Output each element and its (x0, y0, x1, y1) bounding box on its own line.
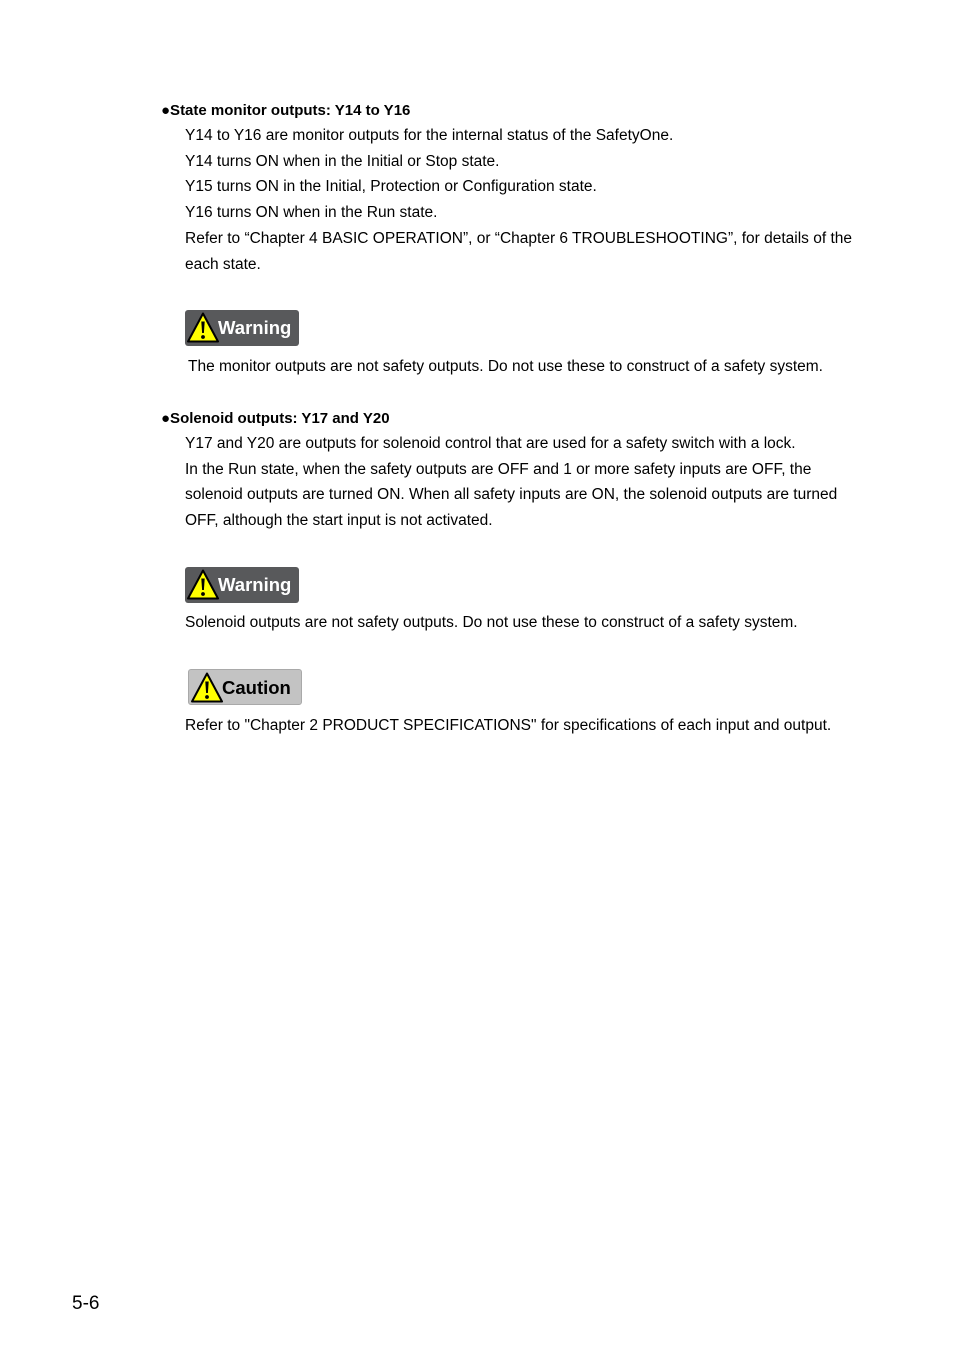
warning-text: The monitor outputs are not safety outputs. Do not use these to construct of a safety system. (188, 358, 823, 375)
body-line: Y17 and Y20 are outputs for solenoid control that are used for a safety switch with a lock. (185, 435, 796, 452)
warning-text: Solenoid outputs are not safety outputs. Do not use these to construct of a safety system. (185, 614, 798, 631)
caution-triangle-icon (191, 672, 223, 703)
body-line: each state. (185, 255, 261, 273)
warning-badge (185, 567, 299, 603)
warning-badge (185, 310, 299, 346)
body-line: Y15 turns ON in the Initial, Protection or Configuration state. (185, 178, 597, 196)
body-line: Y14 turns ON when in the Initial or Stop state. (185, 152, 500, 170)
caution-label: Caution (222, 677, 291, 698)
caution-text: Refer to "Chapter 2 PRODUCT SPECIFICATIONS" for specifications of each input and output. (185, 717, 832, 734)
body-line: Y14 to Y16 are monitor outputs for the internal status of the SafetyOne. (185, 127, 674, 144)
warning-label: Warning (218, 317, 292, 338)
warning-triangle-icon (187, 312, 219, 343)
body-line: In the Run state, when the safety outputs are OFF and 1 or more safety inputs are OFF, the (185, 460, 812, 478)
warning-triangle-icon (187, 569, 219, 600)
section-heading-solenoid: ●Solenoid outputs: Y17 and Y20 (161, 410, 390, 427)
section-heading-state-monitor: ●State monitor outputs: Y14 to Y16 (161, 102, 411, 119)
state-monitor-body (185, 123, 885, 277)
warning-label: Warning (218, 574, 292, 595)
caution-badge (188, 669, 302, 705)
body-line: OFF, although the start input is not activated. (185, 512, 493, 530)
body-line: Y16 turns ON when in the Run state. (185, 204, 438, 222)
body-line: solenoid outputs are turned ON. When all safety inputs are ON, the solenoid outputs are turned (185, 486, 838, 504)
page-number: 5-6 (72, 1293, 100, 1314)
solenoid-body (185, 431, 885, 534)
body-line: Refer to “Chapter 4 BASIC OPERATION”, or “Chapter 6 TROUBLESHOOTING”, for details of the (185, 229, 852, 247)
